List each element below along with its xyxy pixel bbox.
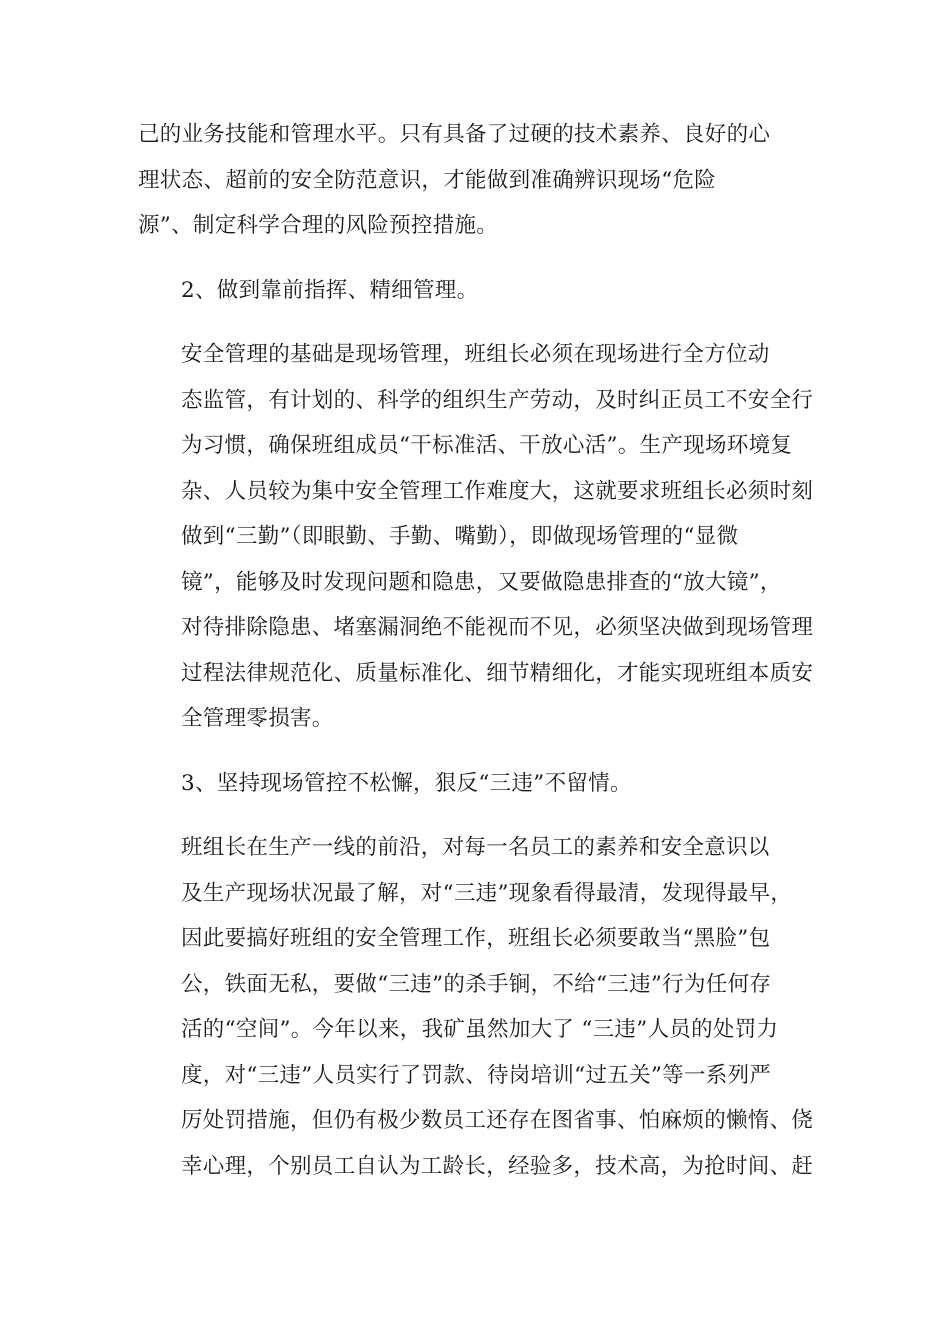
text-line: 班组长在生产一线的前沿，对每一名员工的素养和安全意识以 — [181, 835, 770, 860]
text-line: 为习惯，确保班组成员“干标准活、干放心活”。生产现场环境复 — [181, 433, 793, 458]
text-line: 对待排除隐患、堵塞漏洞绝不能视而不见，必须坚决做到现场管理 — [181, 615, 814, 640]
text-line: 源”、制定科学合理的风险预控措施。 — [138, 213, 499, 238]
text-line: 全管理零损害。 — [181, 706, 334, 731]
text-line: 过程法律规范化、质量标准化、细节精细化，才能实现班组本质安 — [181, 660, 814, 686]
text-line: 做到“三勤”（即眼勤、手勤、嘴勤），即做现场管理的“显微 — [181, 524, 739, 549]
text-line: 厉处罚措施，但仍有极少数员工还存在图省事、怕麻烦的懒惰、侥 — [181, 1108, 814, 1133]
text-line: 态监管，有计划的、科学的组织生产劳动，及时纠正员工不安全行 — [181, 387, 814, 413]
text-line: 杂、人员较为集中安全管理工作难度大，这就要求班组长必须时刻 — [181, 478, 814, 504]
paragraph-gap — [138, 806, 828, 825]
paragraph-gap — [138, 249, 828, 268]
text-line: 因此要搞好班组的安全管理工作，班组长必须要敢当“黑脸”包 — [181, 926, 771, 951]
document-page — [138, 112, 828, 1189]
section-heading-3 — [138, 761, 828, 807]
paragraph-gap — [138, 742, 828, 761]
paragraph-continuation — [138, 112, 828, 249]
section-heading-2 — [138, 268, 828, 314]
text-line: 及生产现场状况最了解，对“三违”现象看得最清，发现得最早， — [181, 880, 793, 906]
paragraph-site-management — [138, 332, 828, 742]
heading-line: 2、做到靠前指挥、精细管理。 — [181, 277, 479, 303]
text-line: 理状态、超前的安全防范意识，才能做到准确辨识现场“危险 — [138, 167, 717, 193]
text-line: 活的“空间”。今年以来，我矿虽然加大了 “三违”人员的处罚力 — [181, 1017, 779, 1042]
text-line: 镜”，能够及时发现问题和隐患，又要做隐患排查的“放大镜”， — [181, 569, 782, 595]
text-line: 公，铁面无私，要做“三违”的杀手锏，不给“三违”行为任何存 — [181, 971, 772, 997]
heading-line: 3、坚持现场管控不松懈，狠反“三违”不留情。 — [181, 770, 632, 796]
text-line: 己的业务技能和管理水平。只有具备了过硬的技术素养、良好的心 — [138, 122, 771, 147]
paragraph-three-violations — [138, 825, 828, 1189]
text-line: 度，对“三违”人员实行了罚款、待岗培训“过五关”等一系列严 — [181, 1062, 772, 1088]
text-line: 安全管理的基础是现场管理，班组长必须在现场进行全方位动 — [181, 342, 770, 367]
paragraph-gap — [138, 313, 828, 332]
text-line: 幸心理，个别员工自认为工龄长，经验多，技术高，为抢时间、赶 — [181, 1153, 814, 1179]
